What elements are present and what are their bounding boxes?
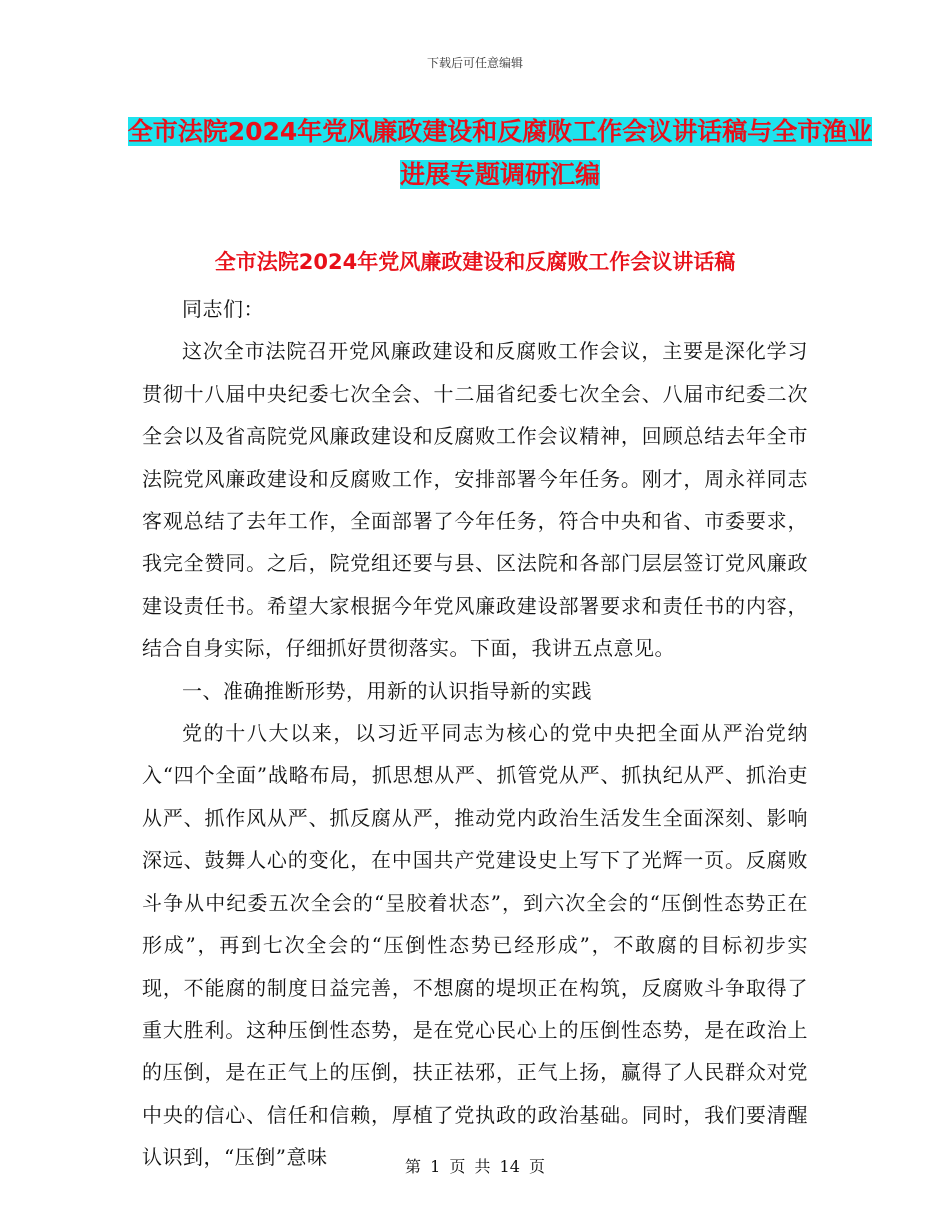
salutation: 同志们： — [182, 297, 264, 321]
header-note: 下载后可任意编辑 — [426, 56, 523, 70]
section-title: 全市法院2024年党风廉政建设和反腐败工作会议讲话稿 — [214, 250, 736, 274]
paragraph: 这次全市法院召开党风廉政建设和反腐败工作会议，主要是深化学习贯彻十八届中央纪委七次全会、十二届省纪委七次全会、八届市纪委二次全会以及省高院党风廉政建设和反腐败工作会议精神，回顾总结去年全市法院党风廉政建设和反腐败工作，安排部署今年任务。刚才，周永祥同志客观总结了去年工作，全面部署了今年任务，符合中央和省、市委要求，我完全赞同。之后，院党组还要与县、区法院和各部门层层签订党风廉政建设责任书。希望大家根据今年党风廉政建设部署要求和责任书的内容，结合自身实际，仔细抓好贯彻落实。下面，我讲五点意见。 — [142, 339, 808, 661]
page-footer: 第 1 页 共 14 页 — [405, 1157, 545, 1176]
document-title-text: 全市法院2024年党风廉政建设和反腐败工作会议讲话稿与全市渔业进展专题调研汇编 — [127, 117, 873, 189]
subheading: 一、准确推断形势，用新的认识指导新的实践 — [182, 678, 592, 703]
paragraph: 党的十八大以来，以习近平同志为核心的党中央把全面从严治党纳入“四个全面”战略布局，抓思想从严、抓管党从严、抓执纪从严、抓治吏从严、抓作风从严、抓反腐从严，推动党内政治生活发生全面深刻、影响深远、鼓舞人心的变化，在中国共产党建设史上写下了光辉一页。反腐败斗争从中纪委五次全会的“呈胶着状态”，到六次全会的“压倒性态势正在形成”，再到七次全会的“压倒性态势已经形成”，不敢腐的目标初步实现，不能腐的制度日益完善，不想腐的堤坝正在构筑，反腐败斗争取得了重大胜利。这种压倒性态势，是在党心民心上的压倒性态势，是在政治上的压倒，是在正气上的压倒，扶正祛邪，正气上扬，赢得了人民群众对党中央的信心、信任和信赖，厚植了党执政的政治基础。同时，我们要清醒认识到，“压倒”意味 — [142, 721, 808, 1170]
document-title — [120, 110, 880, 196]
body-text — [142, 288, 808, 1179]
